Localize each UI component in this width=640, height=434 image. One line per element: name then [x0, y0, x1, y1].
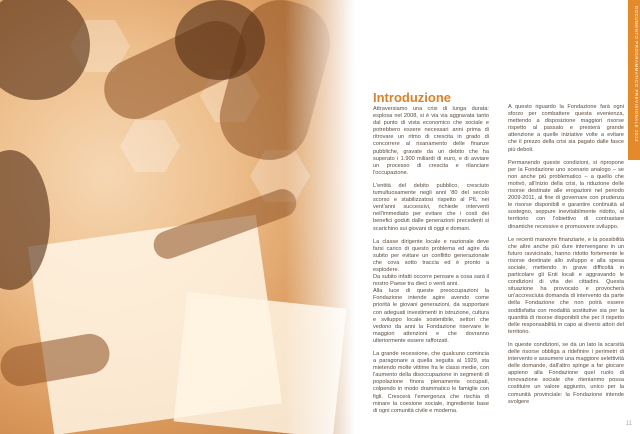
photo-fade [285, 0, 355, 434]
hex-pattern [120, 120, 180, 172]
page-number: 11 [625, 421, 632, 427]
paragraph: Alla luce di queste preoccupazioni la Fondazione intende agire avendo come priorità le giovani generazioni, da supportare con adeguati investimenti in istruzione, cultura e sviluppo locale sostenibile, settori che vedono da anni la Fondazione riservare le maggiori attenzioni e che dovranno ulteriormente essere rafforzati. [373, 288, 489, 344]
text-column-right [508, 104, 624, 412]
paragraph: Da subito infatti occorre pensare a cosa sarà il nostro Paese tra dieci o venti anni. [373, 274, 489, 288]
head-shape [175, 0, 265, 80]
head-shape [0, 0, 90, 100]
paragraph: Permanendo queste condizioni, si ripropone per la Fondazione uno scenario analogo – se non anche più problematico – a quello che motivò, all'inizio della crisi, la riduzione delle risorse destinate alle erogazioni nel periodo 2009-2011, al fine di governare con prudenza le risorse disponibili e garantire continuità al sostegno, seppure inevitabilmente ridotto, al territorio con l'obiettivo di contrastare dinamiche recessive e promuovere sviluppo. [508, 159, 624, 230]
paragraph: In queste condizioni, se da un lato la scarsità delle risorse obbliga a ridefinire i perimetri di intervento e assumere una maggiore selettività delle domande, dall'altro spinge a far giocare appieno alla Fondazione quel ruolo di innovazione sociale che ritenianmo possa costituire un valore aggiunto, unico per la comunità provinciale: la Fondazione intende svolgere [508, 341, 624, 405]
page-title: Introduzione [373, 90, 451, 105]
paragraph: L'entità del debito pubblico, cresciuto tumultuosamente negli anni '80 del secolo scorso e stabilizzatosi rispetto al PIL nei vent'anni successivi, richiede interventi nell'immediato per evitare che i costi dei benefici goduti dalle generazioni precedenti si scarichino sui giovani di oggi e domani. [373, 182, 489, 232]
paragraph: La classe dirigente locale e nazionale deve farsi carico di questo problema ed agire da subito per evitare un conflitto generazionale che cova sotto traccia ed è pronto a esplodere. [373, 238, 489, 273]
side-running-title: DOCUMENTO PROGRAMMATICO PREVISIONALE 2013 [634, 6, 639, 142]
paragraph: Le recenti manovre finanziarie, e la possibilità che altre anche più dure intervengano in un futuro ravvicinato, hanno ridotto fortemente le risorse destinate allo sviluppo e alla spesa sociale, mettendo in grave difficoltà in particolare gli Enti locali e aggravando le condizioni di vita dei cittadini. Questa situazione ha provocato e provocherà un'accresciuta domanda di intervento da parte della Fondazione che non potrà essere soddisfatta con modalità sostitutive sia per la quantità di risorse disponibili che per il rispetto delle responsabilità in capo ai diversi attori del territorio. [508, 236, 624, 335]
paragraph: La grande recessione, che qualcuno comincia a paragonare a quella seguita al 1929, sta mietendo molte vittime fra le classi medie, con l'aumento della disoccupazione in segmenti di popolazione finora pienamente occupati, colpendo in modo drammatico le famiglie con figli. Crescerà l'emergenza che rischia di minare la coesione sociale, ingrediente base di ogni comunità civile e moderna. [373, 351, 489, 414]
paragraph: A questo riguardo la Fondazione farà ogni sforzo per combattere questa evenienza, mettendo a disposizione maggiori risorse rispetto al passato e presterà grande attenzione a quelle iniziative volte a evitare che il prezzo della crisi sia pagato dalle fasce più deboli. [508, 104, 624, 153]
paragraph: Attraversiamo una crisi di lunga durata: esplosa nel 2008, si è via via aggravata tanto dal punto di vista economico che sociale e potrebbero essere necessari anni prima di ritrovare un ritmo di crescita in grado di concorrere al risanamento delle finanze pubbliche, gravate da un debito che ha superato i 1.900 miliardi di euro, e di avviare un processo di crescita e rilanciare l'occupazione. [373, 106, 489, 176]
text-column-left [373, 106, 489, 421]
